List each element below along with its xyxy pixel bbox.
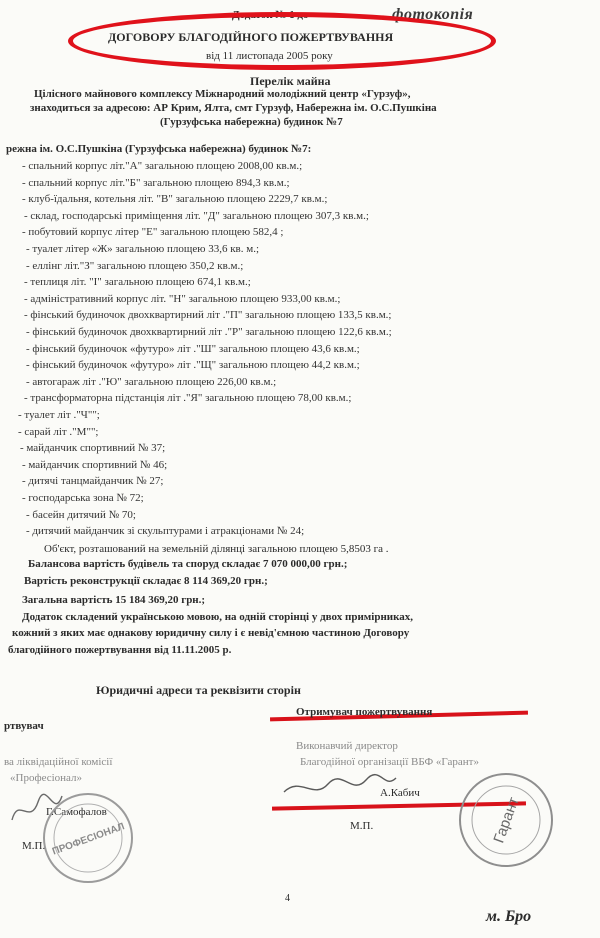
donor-line2: «Професіонал» [10, 772, 83, 784]
list-item: - фінський будиночок «футуро» літ ."Ш" загальною площею 43,6 кв.м.; [26, 342, 360, 355]
document-date: від 11 листопада 2005 року [206, 50, 333, 62]
donor-name: Г.Самофалов [46, 806, 107, 818]
list-item: - еллінг літ."З" загальною площею 350,2 кв.м.; [26, 259, 244, 272]
list-item: - дитячий майданчик зі скульптурами і атракціонами № 24; [26, 525, 305, 538]
list-item: - автогараж літ ."Ю" загальною площею 226,00 кв.м.; [26, 375, 277, 388]
donor-title: ртвувач [4, 720, 44, 732]
reconstruction-value: Вартість реконструкції складає 8 114 369,20 грн.; [24, 575, 268, 587]
balance-value: Балансова вартість будівель та споруд складає 7 070 000,00 грн.; [28, 558, 348, 570]
list-item: - теплиця літ. "І" загальною площею 674,1 кв.м.; [24, 276, 251, 289]
recipient-name: А.Кабич [380, 787, 420, 799]
recipient-mp: М.П. [350, 820, 374, 832]
donor-stamp [40, 790, 136, 886]
list-item: - клуб-їдальня, котельня літ. "В" загальною площею 2229,7 кв.м.; [22, 193, 328, 206]
list-item: - спальний корпус літ."Б" загальною площею 894,3 кв.м.; [22, 176, 290, 189]
donor-stamp-text: ПРОФЕСІОНАЛ [50, 821, 127, 858]
appendix-label: Додаток № 1 до [232, 9, 309, 21]
address-line: режна ім. О.С.Пушкіна (Гурзуфська набережна) будинок №7: [6, 143, 312, 155]
list-item: - майданчик спортивний № 46; [22, 458, 168, 471]
list-item: - фінський будиночок «футуро» літ ."Щ" загальною площею 44,2 кв.м.; [26, 359, 360, 372]
list-heading-line4: (Гурзуфська набережна) будинок №7 [160, 116, 343, 128]
list-heading-line3: знаходиться за адресою: АР Крим, Ялта, смт Гурзуф, Набережна ім. О.С.Пушкіна [30, 102, 437, 114]
list-item: - туалет літер «Ж» загальною площею 33,6 кв. м.; [26, 243, 260, 255]
object-area: Об'єкт, розташований на земельній ділянці загальною площею 5,8503 га . [44, 543, 389, 555]
recipient-line1: Виконавчий директор [296, 740, 398, 752]
list-item: - басейн дитячий № 70; [26, 508, 136, 521]
note-line2: кожний з яких має однакову юридичну силу і є невід'ємною частиною Договору [12, 627, 410, 639]
list-item: - господарська зона № 72; [22, 492, 144, 504]
list-item: - дитячі танцмайданчик № 27; [22, 475, 164, 488]
note-line3: благодійного пожертвування від 11.11.2005 р. [8, 644, 232, 656]
list-item: - туалет літ ."Ч""; [18, 409, 100, 421]
recipient-line2: Благодійної організації ВБФ «Гарант» [300, 756, 479, 768]
requisites-heading: Юридичні адреси та реквізити сторін [96, 683, 301, 697]
list-heading-line2: Цілісного майнового комплексу Міжнародний молодіжний центр «Гурзуф», [34, 88, 411, 100]
list-item: - майданчик спортивний № 37; [20, 442, 166, 455]
list-heading: Перелік майна [250, 74, 331, 88]
list-item: - сарай літ ."М""; [18, 425, 99, 438]
list-item: - фінський будиночок двохквартирний літ ."Р" загальною площею 122,6 кв.м.; [26, 326, 392, 338]
city-fragment: м. Бро [486, 908, 532, 925]
page-number: 4 [285, 893, 290, 904]
donor-line1: ва ліквідаційної комісії [4, 756, 113, 768]
list-item: - склад, господарські приміщення літ. "Д" загальною площею 307,3 кв.м.; [24, 209, 369, 222]
recipient-stamp-text: Гарант [490, 794, 523, 846]
copy-mark: фотокопія [392, 6, 474, 23]
note-line1: Додаток складений українською мовою, на одній сторінці у двох примірниках, [22, 611, 414, 623]
list-item: - спальний корпус літ."А" загальною площею 2008,00 кв.м.; [22, 160, 303, 172]
donor-mp: М.П. [22, 840, 46, 852]
list-item: - адміністративний корпус літ. "Н" загальною площею 933,00 кв.м.; [24, 292, 341, 305]
recipient-title: Отримувач пожертвування [296, 706, 433, 718]
list-item: - побутовий корпус літер "Е" загальною площею 582,4 ; [22, 226, 284, 239]
recipient-signature [280, 770, 400, 804]
recipient-stamp [456, 770, 556, 870]
list-item: - трансформаторна підстанція літ ."Я" загальною площею 78,00 кв.м.; [24, 392, 352, 405]
list-item: - фінський будиночок двохквартирний літ ."П" загальною площею 133,5 кв.м.; [24, 309, 392, 322]
total-value: Загальна вартість 15 184 369,20 грн.; [22, 594, 206, 606]
document-title: ДОГОВОРУ БЛАГОДІЙНОГО ПОЖЕРТВУВАННЯ [108, 30, 394, 44]
